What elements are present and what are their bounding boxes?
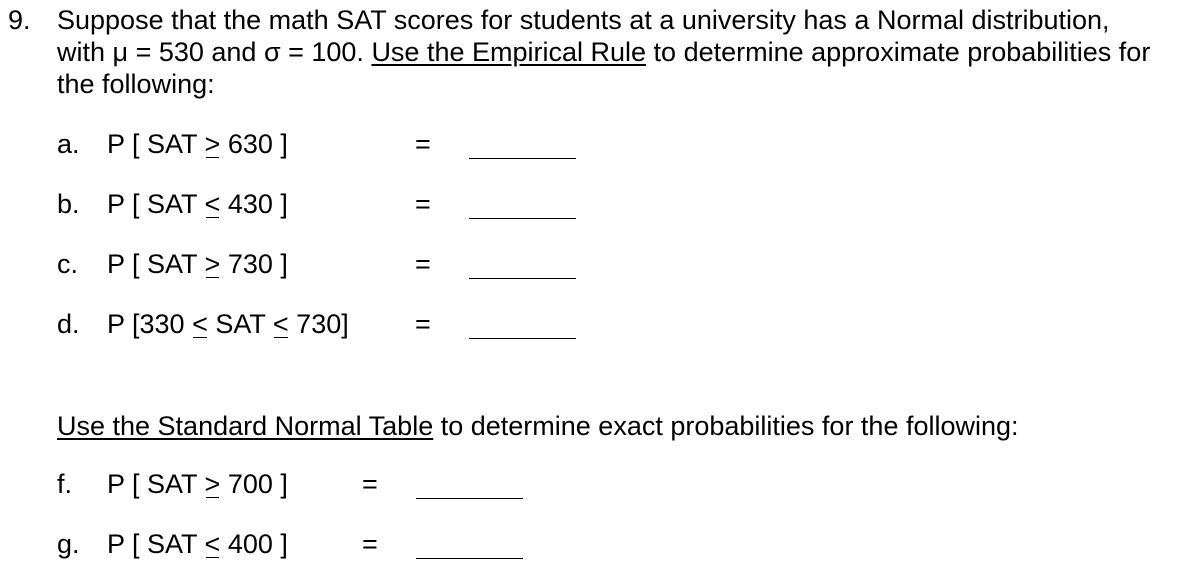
item-b (57, 188, 617, 224)
instructions-rest: to determine exact probabilities for the following: (433, 411, 1019, 441)
item-a (57, 128, 617, 164)
expr-end: 400 ] (220, 529, 288, 559)
intro-line-1: Suppose that the math SAT scores for students at a university has a Normal distribution, (57, 5, 1110, 35)
answer-blank[interactable] (416, 498, 523, 499)
item-letter: g. (57, 529, 80, 559)
answer-blank[interactable] (469, 218, 576, 219)
intro-line-2 (57, 36, 1172, 68)
expr-start: P [ SAT (107, 529, 205, 559)
intro-line-2-end: to determine approximate probabilities for (646, 37, 1151, 67)
probability-expression (107, 248, 288, 280)
probability-expression (107, 308, 349, 340)
item-letter: d. (57, 309, 80, 339)
equals-sign: = (415, 249, 431, 279)
greater-equal-symbol: > (204, 129, 221, 159)
probability-expression (107, 468, 288, 500)
standard-normal-table-link: Use the Standard Normal Table (57, 411, 434, 441)
intro-line-3: the following: (57, 69, 215, 99)
equals-sign: = (415, 189, 431, 219)
expr-start: P [ SAT (107, 129, 205, 159)
item-letter: a. (57, 129, 80, 159)
probability-expression (107, 128, 288, 160)
item-c (57, 248, 617, 284)
item-letter: f. (57, 469, 73, 499)
expr-start: P [ SAT (107, 189, 205, 219)
answer-blank[interactable] (469, 338, 576, 339)
standard-normal-instructions (57, 410, 1019, 442)
less-equal-symbol: < (272, 309, 289, 339)
item-f (57, 468, 577, 504)
answer-blank[interactable] (469, 278, 576, 279)
less-equal-symbol: < (192, 309, 208, 339)
expr-end: 430 ] (220, 189, 288, 219)
question-intro (57, 4, 1172, 100)
answer-blank[interactable] (416, 558, 523, 559)
less-equal-symbol: < (204, 529, 221, 559)
item-g (57, 528, 577, 564)
equals-sign: = (362, 469, 378, 499)
item-d (57, 308, 617, 344)
equals-sign: = (415, 129, 431, 159)
greater-equal-symbol: > (204, 249, 221, 279)
probability-expression (107, 188, 288, 220)
question-number: 9. (8, 5, 31, 35)
expr-end: 630 ] (220, 129, 288, 159)
less-equal-symbol: < (204, 189, 221, 219)
empirical-rule-link: Use the Empirical Rule (371, 37, 647, 67)
expr-end: 730 ] (220, 249, 288, 279)
intro-line-2-start: with μ = 530 and σ = 100. (57, 37, 372, 67)
equals-sign: = (362, 529, 378, 559)
item-letter: c. (57, 249, 79, 279)
expr-start: P [330 (107, 309, 193, 339)
answer-blank[interactable] (469, 158, 576, 159)
expr-start: P [ SAT (107, 469, 205, 499)
item-letter: b. (57, 189, 80, 219)
expr-end: 700 ] (220, 469, 288, 499)
probability-expression (107, 528, 288, 560)
greater-equal-symbol: > (204, 469, 221, 499)
expr-middle: SAT (207, 309, 273, 339)
expr-start: P [ SAT (107, 249, 205, 279)
equals-sign: = (415, 309, 431, 339)
expr-end: 730] (288, 309, 349, 339)
